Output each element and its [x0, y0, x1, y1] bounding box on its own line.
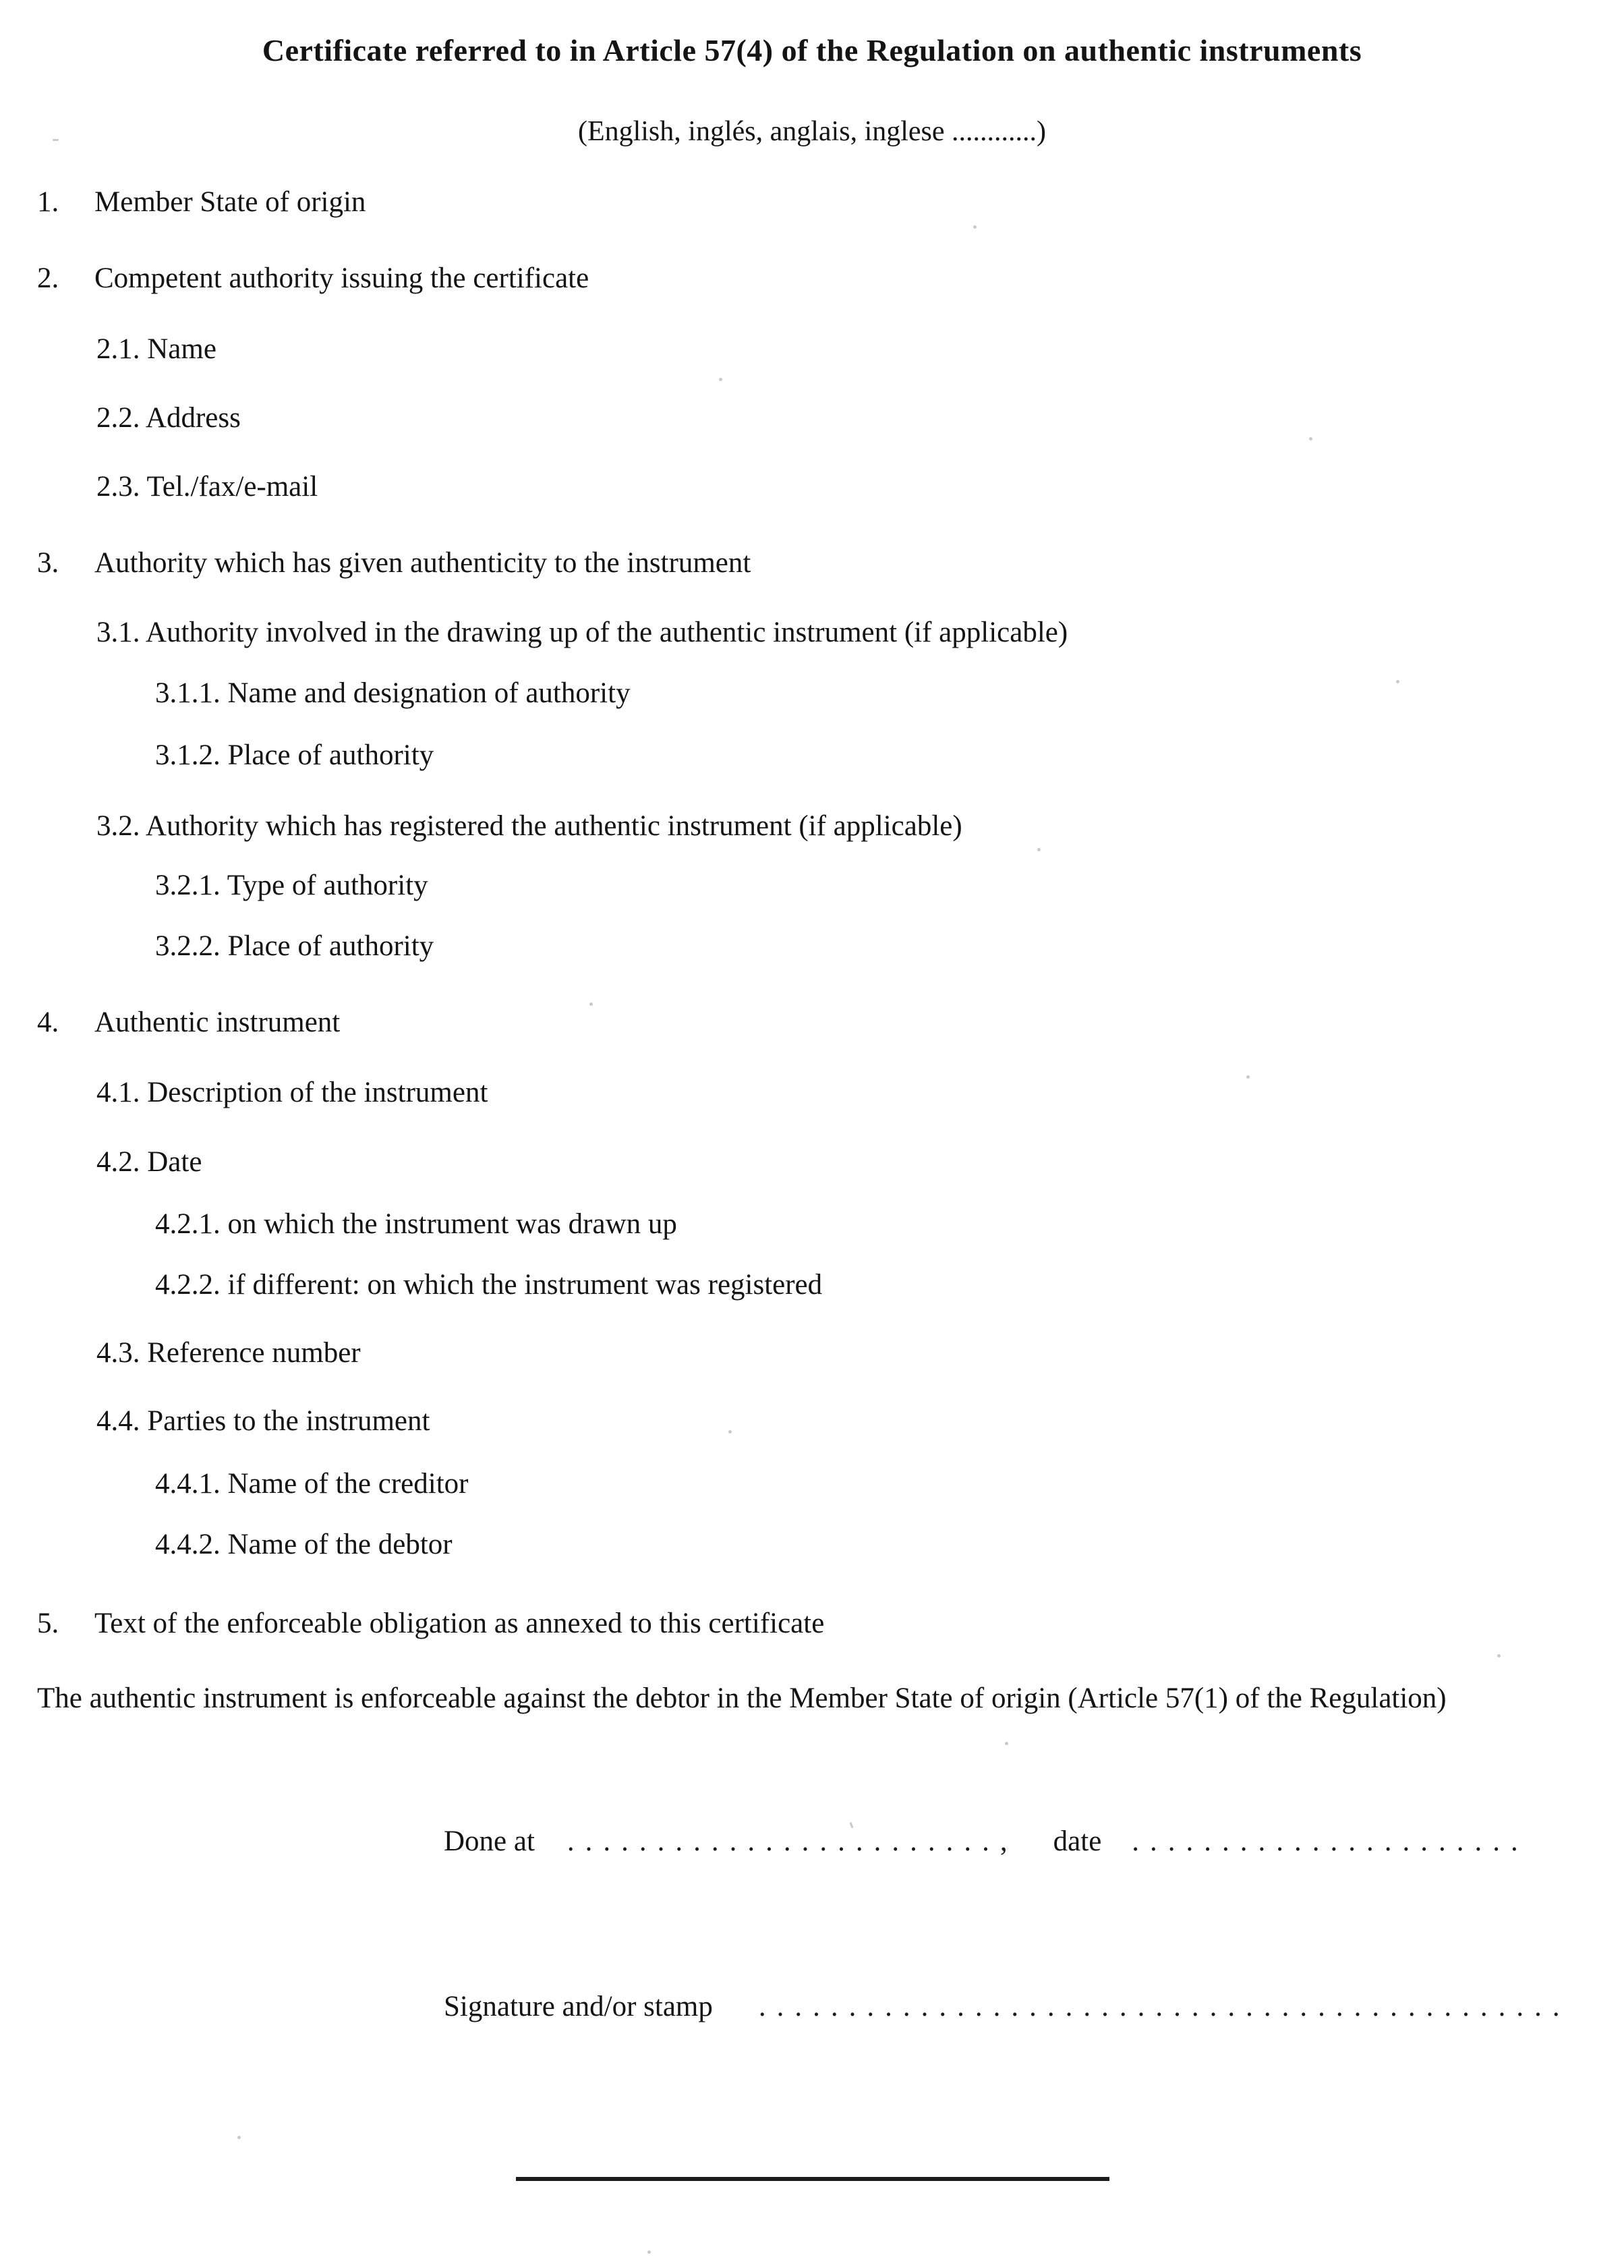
page-header	[0, 33, 1624, 148]
item-2	[37, 262, 1544, 295]
enforceability-paragraph: The authentic instrument is enforceable against the debtor in the Member State of origin (Article 57(1) of the Regulation)	[37, 1682, 1447, 1714]
scan-speck	[589, 1002, 593, 1006]
item-label: Name of the creditor	[227, 1468, 469, 1500]
scan-speck	[973, 225, 977, 229]
bottom-divider-line	[516, 2177, 1109, 2181]
item-number: 4.	[37, 1007, 59, 1038]
item-number: 2.	[37, 262, 59, 294]
item-label: Authority involved in the drawing up of the authentic instrument (if applicable)	[145, 617, 1068, 648]
scan-speck	[1037, 848, 1041, 851]
item-label: Date	[147, 1146, 202, 1178]
page-language-subtitle: (English, inglés, anglais, inglese ............)	[577, 116, 1047, 147]
item-number: 4.2.	[96, 1146, 140, 1178]
item-label: if different: on which the instrument was registered	[227, 1269, 823, 1301]
scan-speck	[728, 1430, 732, 1434]
scan-speck	[1005, 1742, 1008, 1745]
item-number: 3.	[37, 547, 59, 579]
item-4-4	[37, 1405, 1544, 1438]
item-3-1-2	[37, 739, 1544, 772]
scan-speck	[237, 2136, 241, 2139]
done-at-dotted-blank: ........................,	[567, 1825, 1018, 1857]
item-label: Reference number	[147, 1337, 361, 1369]
item-label: Place of authority	[227, 739, 434, 771]
item-number: 3.2.	[96, 810, 140, 842]
item-4-2-2	[37, 1269, 1544, 1301]
item-4-1	[37, 1077, 1544, 1109]
item-number: 3.1.1.	[155, 677, 221, 709]
item-label: Member State of origin	[94, 186, 366, 218]
scan-speck	[53, 139, 59, 141]
item-3	[37, 547, 1544, 579]
item-number: 4.1.	[96, 1077, 140, 1108]
item-number: 3.2.2.	[155, 930, 221, 962]
item-label: Parties to the instrument	[147, 1405, 430, 1437]
item-5	[37, 1608, 1544, 1640]
scan-speck	[1497, 1654, 1501, 1657]
item-4	[37, 1007, 1544, 1039]
item-label: Type of authority	[227, 870, 428, 901]
page-title: Certificate referred to in Article 57(4) of the Regulation on authentic instruments	[262, 33, 1362, 67]
done-at-label: Done at	[444, 1825, 535, 1857]
item-number: 2.1.	[96, 333, 140, 365]
scan-speck	[1309, 437, 1312, 441]
item-label: Name and designation of authority	[227, 677, 631, 709]
item-number: 1.	[37, 186, 59, 218]
item-2-3	[37, 471, 1544, 503]
item-4-3	[37, 1337, 1544, 1369]
item-1	[37, 186, 1544, 219]
item-number: 2.3.	[96, 471, 140, 503]
signature-row	[444, 1991, 1571, 2023]
item-3-2-1	[37, 870, 1544, 902]
scan-speck	[647, 2250, 651, 2254]
item-label: Name of the debtor	[227, 1529, 453, 1560]
item-label: Authority which has registered the authentic instrument (if applicable)	[145, 810, 962, 842]
date-dotted-blank: ......................	[1132, 1825, 1529, 1857]
item-number: 4.4.	[96, 1405, 140, 1437]
date-label: date	[1053, 1825, 1102, 1857]
item-label: Authority which has given authenticity to the instrument	[94, 547, 751, 579]
signature-label: Signature and/or stamp	[444, 1991, 713, 2022]
item-number: 3.2.1.	[155, 870, 221, 901]
item-number: 3.1.	[96, 617, 140, 648]
item-label: Authentic instrument	[94, 1007, 341, 1038]
scan-speck	[719, 378, 722, 381]
item-3-1-1	[37, 677, 1544, 710]
item-4-2	[37, 1146, 1544, 1179]
item-4-4-1	[37, 1468, 1544, 1500]
item-number: 2.2.	[96, 402, 140, 434]
item-label: on which the instrument was drawn up	[227, 1208, 677, 1240]
item-3-1	[37, 617, 1544, 649]
item-number: 5.	[37, 1608, 59, 1639]
item-4-4-2	[37, 1529, 1544, 1561]
scan-speck	[1396, 680, 1399, 683]
item-label: Address	[145, 402, 241, 434]
item-number: 4.2.1.	[155, 1208, 221, 1240]
item-label: Description of the instrument	[147, 1077, 488, 1108]
item-label: Text of the enforceable obligation as annexed to this certificate	[94, 1608, 825, 1639]
item-3-2	[37, 810, 1544, 843]
item-label: Name	[147, 333, 216, 365]
item-3-2-2	[37, 930, 1544, 963]
done-at-row	[444, 1825, 1544, 1858]
item-2-2	[37, 402, 1544, 434]
item-number: 3.1.2.	[155, 739, 221, 771]
item-4-2-1	[37, 1208, 1544, 1241]
item-number: 4.2.2.	[155, 1269, 221, 1301]
item-number: 4.4.1.	[155, 1468, 221, 1500]
form-body	[0, 186, 1624, 2181]
signature-dotted-blank: .............................................	[758, 1991, 1571, 2022]
scan-speck	[1246, 1075, 1250, 1079]
item-number: 4.3.	[96, 1337, 140, 1369]
item-2-1	[37, 333, 1544, 366]
item-number: 4.4.2.	[155, 1529, 221, 1560]
item-label: Tel./fax/e-mail	[146, 471, 318, 503]
item-label: Place of authority	[227, 930, 434, 962]
item-label: Competent authority issuing the certificate	[94, 262, 589, 294]
